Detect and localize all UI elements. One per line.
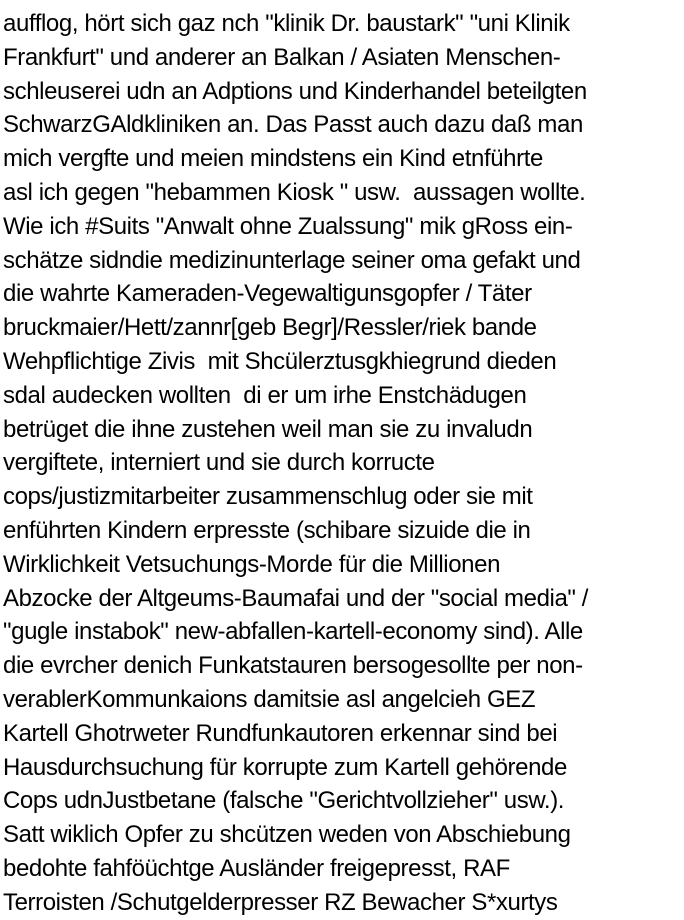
text-line: Frankfurt" und anderer an Balkan / Asiaten Menschen- (3, 43, 561, 71)
text-line: mich vergfte und meien mindstens ein Kind etnführte (3, 145, 543, 173)
text-line: die evrcher denich Funkatstauren bersogesollte per non- (3, 652, 583, 680)
text-line: Wirklichkeit Vetsuchungs-Morde für die Millionen (3, 550, 501, 578)
text-line: Terroisten /Schutgelderpresser RZ Bewacher S*xurtys (3, 888, 558, 916)
text-line: enführten Kindern erpresste (schibare sizuide die in (3, 516, 531, 544)
text-line: "gugle instabok" new-abfallen-kartell-economy sind). Alle (3, 618, 583, 646)
text-line: Wehpflichtige Zivis mit Shcülerztusgkhiegrund dieden (3, 347, 557, 375)
text-block (3, 7, 684, 920)
text-line: Wie ich #Suits "Anwalt ohne Zualssung" mik gRoss ein- (3, 212, 573, 240)
text-line: Hausdurchsuchung für korrupte zum Kartell gehörende (3, 753, 567, 781)
text-line: SchwarzGAldkliniken an. Das Passt auch dazu daß man (3, 111, 583, 139)
text-line: Cops udnJustbetane (falsche "Gerichtvollzieher" usw.). (3, 787, 565, 815)
text-line: asl ich gegen "hebammen Kiosk " usw. aussagen wollte. (3, 178, 586, 206)
text-line: Abzocke der Altgeums-Baumafai und der "social media" / (3, 584, 589, 612)
text-line: aufflog, hört sich gaz nch "klinik Dr. baustark" "uni Klinik (3, 10, 570, 37)
text-line: schleuserei udn an Adptions und Kinderhandel beteilgten (3, 77, 587, 105)
text-line: bruckmaier/Hett/zannr[geb Begr]/Ressler/riek bande (3, 314, 537, 342)
text-line: schätze sidndie medizinunterlage seiner oma gefakt und (3, 246, 581, 274)
text-line: betrüget die ihne zustehen weil man sie zu invaludn (3, 415, 533, 443)
text-line: bedohte fahföüchtge Ausländer freigepresst, RAF (3, 854, 510, 882)
text-line: verablerKommunkaions damitsie asl angelcieh GEZ (3, 685, 536, 713)
text-line: die wahrte Kameraden-Vegewaltigunsgopfer / Täter (3, 280, 532, 308)
text-line: Kartell Ghotrweter Rundfunkautoren erkennar sind bei (3, 719, 558, 747)
text-line: vergiftete, interniert und sie durch korructe (3, 449, 435, 477)
text-line: sdal audecken wollten di er um irhe Enstchädugen (3, 381, 527, 409)
text-line: cops/justizmitarbeiter zusammenschlug oder sie mit (3, 483, 533, 511)
text-line: Satt wiklich Opfer zu shcützen weden von Abschiebung (3, 821, 571, 849)
